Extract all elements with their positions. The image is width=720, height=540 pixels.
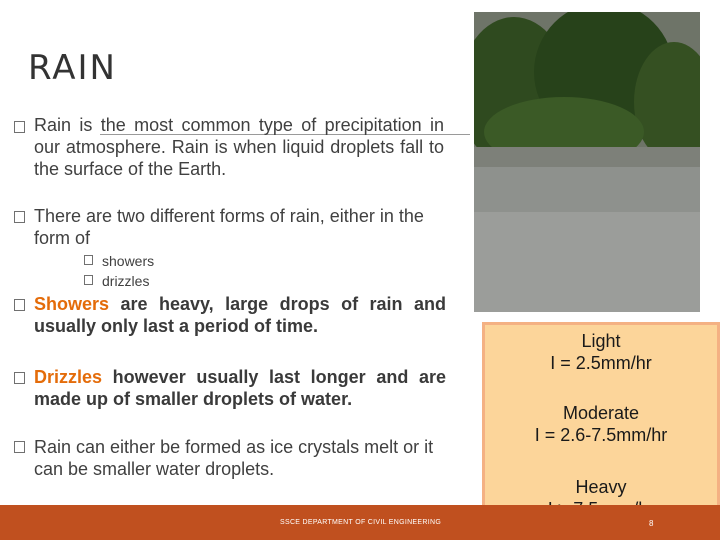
bullet-icon <box>14 121 25 133</box>
moderate-intensity <box>485 402 717 446</box>
rain-photo <box>474 12 700 312</box>
bullet-forms-of-rain: There are two different forms of rain, either in the form of <box>34 206 424 248</box>
bullet-icon <box>14 441 25 453</box>
intensity-box <box>482 322 720 518</box>
sub-bullet-drizzles: drizzles <box>102 273 150 289</box>
light-value: I = 2.5mm/hr <box>550 353 652 373</box>
moderate-title: Moderate <box>562 403 640 423</box>
heavy-title: Heavy <box>575 477 627 497</box>
bullet-icon <box>14 211 25 223</box>
slide-title: RAIN <box>28 48 117 88</box>
sub-bullet-icon <box>84 255 93 265</box>
bullet-icon <box>14 299 25 311</box>
bullet-formation: Rain can either be formed as ice crystals melt or it can be smaller water droplets. <box>34 437 434 479</box>
light-intensity <box>485 330 717 374</box>
light-title: Light <box>581 331 621 351</box>
showers-description: are heavy, large drops of rain and usually only last a period of time. <box>34 294 446 336</box>
sub-bullet-showers: showers <box>102 253 155 269</box>
footer-department: SSCE DEPARTMENT OF CIVIL ENGINEERING <box>280 519 442 526</box>
moderate-value: I = 2.6-7.5mm/hr <box>534 425 668 445</box>
showers-term: Showers <box>34 294 110 314</box>
bullet-rain-definition: Rain is the most common type of precipitation in our atmosphere. Rain is when liquid droplets fall to the surface of the Earth. <box>34 115 444 179</box>
bullet-icon <box>14 372 25 384</box>
page-number: 8 <box>649 519 654 528</box>
bullet-showers <box>34 293 446 337</box>
bullet-drizzles <box>34 366 446 410</box>
drizzles-description: however usually last longer and are made up of smaller droplets of water. <box>34 367 446 409</box>
rain-photo-illustration <box>474 12 700 312</box>
sub-bullet-icon <box>84 275 93 285</box>
drizzles-term: Drizzles <box>34 367 103 387</box>
